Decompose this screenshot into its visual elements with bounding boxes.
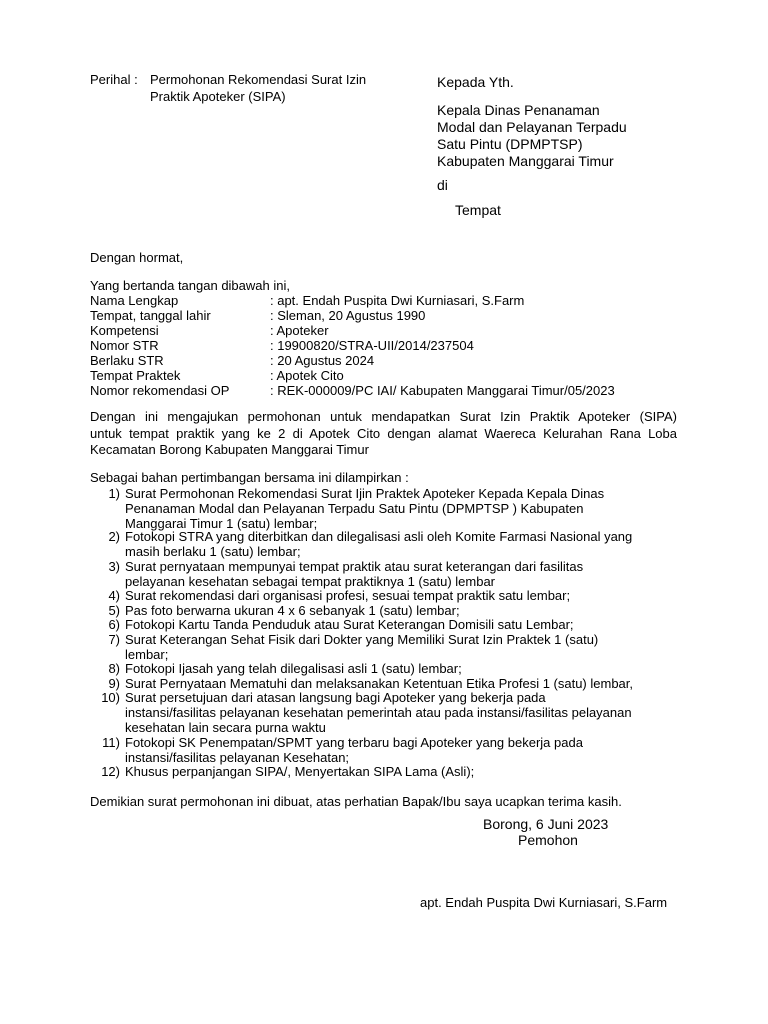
list-item-number: 9) bbox=[108, 676, 120, 691]
signature-place-date: Borong, 6 Juni 2023 bbox=[483, 816, 609, 832]
identity-value-name: : apt. Endah Puspita Dwi Kurniasari, S.Farm bbox=[270, 293, 525, 308]
list-item-line: Surat Keterangan Sehat Fisik dari Dokter yang Memiliki Surat Izin Praktek 1 (satu) bbox=[125, 632, 599, 647]
identity-label-str-number: Nomor STR bbox=[90, 338, 159, 353]
list-item-line: Fotokopi Kartu Tanda Penduduk atau Surat Keterangan Domisili satu Lembar; bbox=[125, 617, 574, 632]
list-item-line: Fotokopi STRA yang diterbitkan dan dilegalisasi asli oleh Komite Farmasi Nasional yang bbox=[125, 529, 633, 544]
list-item-line: instansi/fasilitas pelayanan kesehatan pemerintah atau pada instansi/fasilitas pelayanan bbox=[125, 705, 632, 720]
identity-value-birth: : Sleman, 20 Agustus 1990 bbox=[270, 308, 426, 323]
list-item-line: Khusus perpanjangan SIPA/, Menyertakan SIPA Lama (Asli); bbox=[125, 764, 475, 779]
list-item-number: 12) bbox=[101, 764, 120, 779]
list-item-number: 7) bbox=[108, 632, 120, 647]
list-item-line: instansi/fasilitas pelayanan Kesehatan; bbox=[125, 750, 350, 765]
list-item-line: Surat Permohonan Rekomendasi Surat Ijin Praktek Apoteker Kepada Kepala Dinas bbox=[125, 486, 605, 501]
closing-text: Demikian surat permohonan ini dibuat, atas perhatian Bapak/Ibu saya ucapkan terima kasih. bbox=[90, 794, 622, 809]
list-item-number: 2) bbox=[108, 529, 120, 544]
list-item-line: masih berlaku 1 (satu) lembar; bbox=[125, 544, 301, 559]
list-item-number: 8) bbox=[108, 661, 120, 676]
subject-label: Perihal : bbox=[90, 72, 138, 87]
recipient-line: Kabupaten Manggarai Timur bbox=[437, 153, 614, 169]
greeting: Dengan hormat, bbox=[90, 250, 184, 265]
list-item-line: Surat Pernyataan Mematuhi dan melaksanakan Ketentuan Etika Profesi 1 (satu) lembar, bbox=[125, 676, 634, 691]
attachments-intro: Sebagai bahan pertimbangan bersama ini dilampirkan : bbox=[90, 470, 409, 485]
recipient-di: di bbox=[437, 177, 448, 193]
list-item-number: 4) bbox=[108, 588, 120, 603]
list-item-number: 5) bbox=[108, 603, 120, 618]
recipient-salutation: Kepada Yth. bbox=[437, 74, 514, 90]
identity-value-competence: : Apoteker bbox=[270, 323, 329, 338]
recipient-line: Modal dan Pelayanan Terpadu bbox=[437, 119, 627, 135]
list-item-line: Surat rekomendasi dari organisasi profesi, sesuai tempat praktik satu lembar; bbox=[125, 588, 571, 603]
identity-label-recommendation: Nomor rekomendasi OP bbox=[90, 383, 230, 398]
list-item-number: 6) bbox=[108, 617, 120, 632]
list-item-line: pelayanan kesehatan sebagai tempat praktiknya 1 (satu) lembar bbox=[125, 574, 495, 589]
list-item-line: lembar; bbox=[125, 647, 169, 662]
list-item-number: 3) bbox=[108, 559, 120, 574]
list-item-line: Fotokopi SK Penempatan/SPMT yang terbaru bagi Apoteker yang bekerja pada bbox=[125, 735, 583, 750]
identity-label-name: Nama Lengkap bbox=[90, 293, 179, 308]
identity-value-practice-place: : Apotek Cito bbox=[270, 368, 344, 383]
subject-line-1: Permohonan Rekomendasi Surat Izin bbox=[150, 72, 367, 87]
signature-name: apt. Endah Puspita Dwi Kurniasari, S.Farm bbox=[420, 895, 668, 910]
list-item-line: Pas foto berwarna ukuran 4 x 6 sebanyak 1 (satu) lembar; bbox=[125, 603, 460, 618]
list-item-line: Surat persetujuan dari atasan langsung bagi Apoteker yang bekerja pada bbox=[125, 690, 546, 705]
recipient-line: Satu Pintu (DPMPTSP) bbox=[437, 136, 583, 152]
identity-label-competence: Kompetensi bbox=[90, 323, 159, 338]
recipient-place: Tempat bbox=[455, 202, 501, 218]
recipient-line: Kepala Dinas Penanaman bbox=[437, 102, 600, 118]
list-item-line: kesehatan lain secara purna waktu bbox=[125, 720, 326, 735]
list-item-line: Penanaman Modal dan Pelayanan Terpadu Satu Pintu (DPMPTSP ) Kabupaten bbox=[125, 501, 584, 516]
list-item-line: Fotokopi Ijasah yang telah dilegalisasi asli 1 (satu) lembar; bbox=[125, 661, 462, 676]
list-item-line: Manggarai Timur 1 (satu) lembar; bbox=[125, 516, 318, 531]
identity-value-recommendation: : REK-000009/PC IAI/ Kabupaten Manggarai Timur/05/2023 bbox=[270, 383, 615, 398]
request-paragraph-line: Dengan ini mengajukan permohonan untuk mendapatkan Surat Izin Praktik Apoteker (SIPA) bbox=[90, 409, 677, 424]
identity-label-practice-place: Tempat Praktek bbox=[90, 368, 181, 383]
list-item-number: 11) bbox=[102, 735, 120, 750]
intro-text: Yang bertanda tangan dibawah ini, bbox=[90, 278, 290, 293]
request-paragraph-line: Kecamatan Borong Kabupaten Manggarai Timur bbox=[90, 442, 369, 457]
subject-line-2: Praktik Apoteker (SIPA) bbox=[150, 89, 286, 104]
identity-label-birth: Tempat, tanggal lahir bbox=[90, 308, 211, 323]
identity-value-str-valid: : 20 Agustus 2024 bbox=[270, 353, 375, 368]
request-paragraph bbox=[90, 409, 677, 459]
list-item-line: Surat pernyataan mempunyai tempat praktik atau surat keterangan dari fasilitas bbox=[125, 559, 584, 574]
identity-value-str-number: : 19900820/STRA-UII/2014/237504 bbox=[270, 338, 474, 353]
list-item-number: 1) bbox=[108, 486, 120, 501]
list-item-number: 10) bbox=[101, 690, 120, 705]
signature-role: Pemohon bbox=[518, 832, 578, 848]
identity-label-str-valid: Berlaku STR bbox=[90, 353, 164, 368]
request-paragraph-line: untuk tempat praktik yang ke 2 di Apotek Cito dengan alamat Waereca Kelurahan Rana Loba bbox=[90, 425, 677, 441]
